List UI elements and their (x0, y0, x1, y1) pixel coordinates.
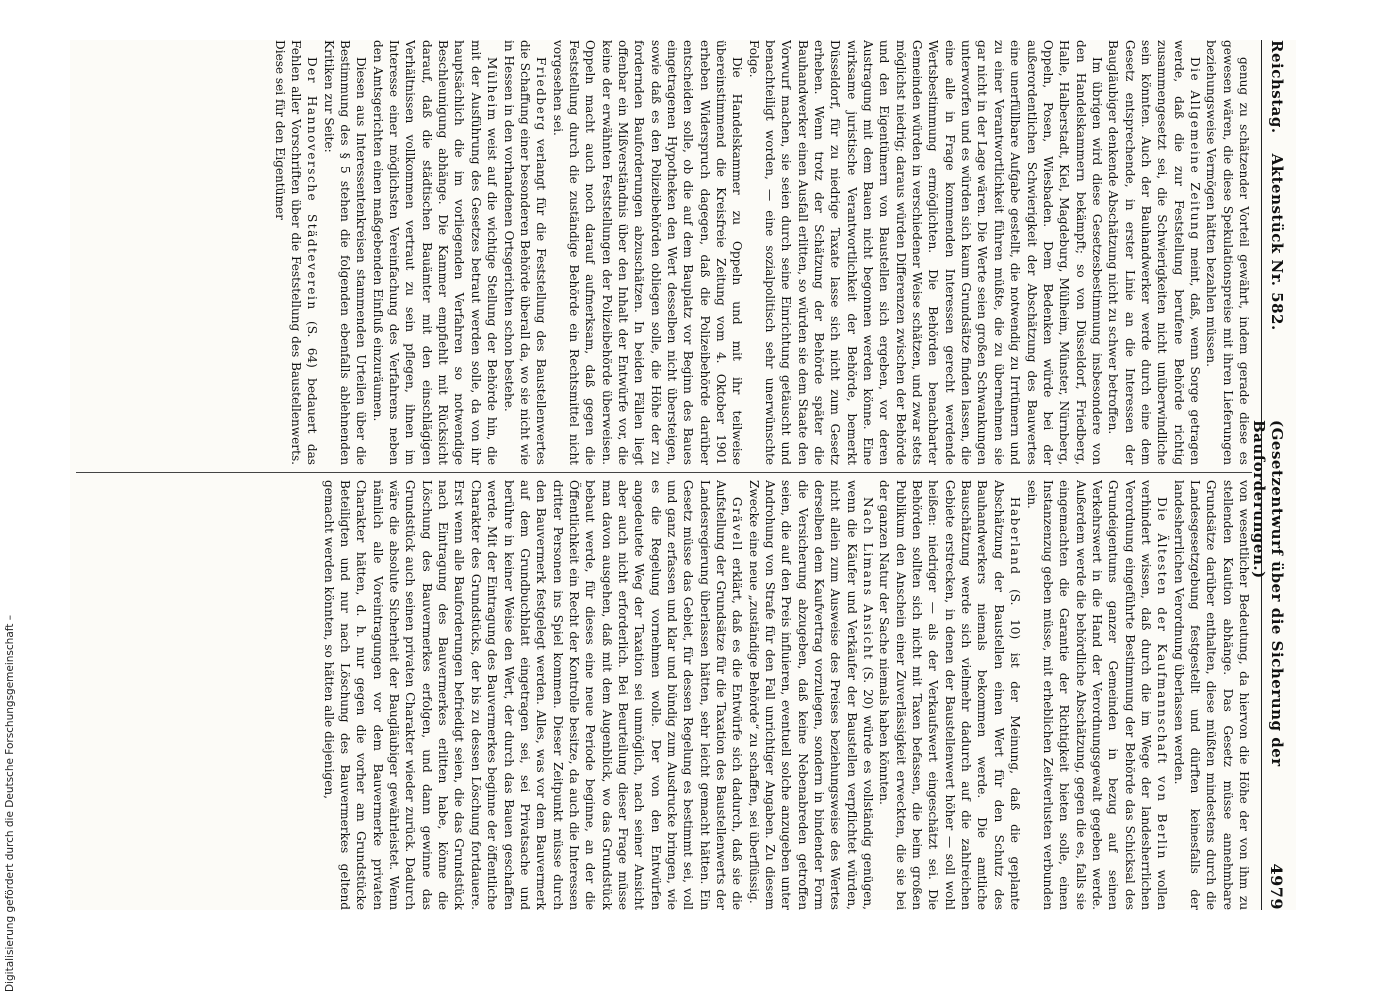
left-column-paragraph (549, 40, 745, 465)
paragraph-text: (S. 10) ist der Meinung, daß die geplante Abschätzung der Baustellen einen Wert für den Schutz des Bauhandwerkers niemals bekommen werde. Die amtliche Bauschätzung werde sich vielmehr dadurch auf die zahlreichen Gebiete erstrecken, in denen der Baustellenwert höher — soll wohl heißen: niedriger — als der Verkaufswert eingeschätzt sei. Die Behörden sollten sich nicht mit Taxen befassen, die beim großen Publikum den Anschein einer Zuverlässigkeit erweckten, die sie bei der ganzen Natur der Sache niemals haben könnten. (877, 480, 1023, 910)
right-column-paragraph (320, 480, 745, 910)
right-column-paragraph (876, 480, 1023, 910)
text-column-right (76, 480, 1252, 910)
paragraph-lead: Die Allgemeine Zeitung (1187, 56, 1202, 241)
credit-text: Digitalisierung gefördert durch die Deutsche Forschungsgemeinschaft – (4, 615, 16, 992)
paragraph-text: Im übrigen wird diese Gesetzesbestimmung insbesondere von den Handelskammern bekämpft; so von Düsseldorf, Friedberg, Halle, Halberstadt, Kiel, Magdeburg, Mülheim, Münster, Nürnberg, Oppeln, Posen, Wiesbaden. Dem Bedenken würde bei der außerordentlichen Schwierigkeit der Abschätzung des Bauwertes eine unerfüllbare Aufgabe gestellt, die notwendig zu Irrtümern und zu einer Verantwortlichkeit führen müßte, die zu übernehmen sie gar nicht in der Lage wären. Die Werte seien großen Schwankungen unterworfen und es würden sich kaum Grundsätze finden lassen, die eine alle in Frage kommenden Interessen gerecht werdende Wertsbestimmung ermöglichten. Die Behörden benachbarter Gemeinden würden in verschiedener Weise schätzen, und zwar stets möglichst niedrig; daraus würden Differenzen zwischen der Behörde und den Eigentümern von Baustellen sich ergeben, vor deren Austragung mit dem Bauen nicht begonnen werden könne. Eine wirksame juristische Verantwortlichkeit der Behörde, bemerkt Düsseldorf, für zu niedrige Taxate lasse sich nicht zum Gesetz erheben. Wenn trotz der Schätzung der Behörde später die Bauhandwerker einen Ausfall erlitten, so würden sie dem Staate den Vorwurf machen, sie seien durch seine Einrichtung getäuscht und benachteiligt worden, — eine sozialpolitisch sehr unerwünschte Folge. (746, 40, 1104, 465)
running-head-section: Reichstag. (1268, 40, 1286, 134)
paragraph-text: genug zu schätzender Vorteil gewährt, indem gerade diese es gewesen wären, die diese Spekulationspreise mit ihren Lieferungen beziehungsweise Vermögen hätten bezahlen müssen. (1204, 40, 1251, 465)
paragraph-lead: Nach Limans Ansicht (861, 496, 876, 661)
paragraph-text: wollen verhindert wissen, daß durch die im Wege der landesherrlichen Verordnung eingeführte Bestimmung der Behörde das Schicksal des Grundeigentums ganzer Gemeinden in bezug auf seinen Verkehrswert in die Hand der Verordnungsgewalt gegeben werde. Außerdem werde die behördliche Abschätzung, gegen die es, falls sie eingemachten die Garantie der Richtigkeit bieten solle, einen Instanzenzug geben müsse, mit erheblichen Zeitverlusten verbunden sein. (1024, 480, 1170, 910)
running-head (1250, 40, 1296, 910)
paragraph-text: verlangt für die Feststellung des Baustellenwertes die Schaffung einer besonderen Behörde überall da, wo sie nicht wie in Hessen in den vorhandenen Ortsgerichten schon bestehe. (501, 40, 549, 465)
text-column-left (76, 40, 1252, 465)
digitization-credit (2, 0, 22, 1000)
paragraph-text: (S. 20) würde es vollständig genügen, wenn die Käufer und Verkäufer der Baustellen verpflichtet würden, nicht allein zum Ausweise des Preises beziehungsweise des Wertes derselben dem Kaufvertrag vorzulegen, sondern in bindender Form die Versicherung abzugeben, daß keine Nebenabreden getroffen seien, die auf den Preis influieren, eventuell solche anzugeben unter Androhung von Strafe für den Fall unrichtiger Angaben. Zu diesem Zwecke eine neue „zuständige Behörde“ zu schaffen, sei überflüssig. (746, 480, 876, 910)
right-column-paragraph (1023, 480, 1170, 910)
running-head-document: Aktenstück Nr. 582. (1268, 153, 1286, 331)
scanned-page (70, 40, 1296, 910)
page-number: 4979 (1267, 863, 1286, 910)
running-head-title: (Gesetzentwurf über die Sicherung der Bauforderungen.) (1250, 420, 1286, 767)
paragraph-lead: Der Hannoversche Städteverein (305, 56, 320, 311)
left-column-paragraph (320, 40, 369, 465)
paragraph-text: (S. 64) bedauert das Fehlen aller Vorschriften über die Feststellung des Baustellenwerts. Diese sei für den Eigentümer (272, 40, 320, 465)
column-divider (76, 472, 1252, 473)
paragraph-lead: Friedberg (534, 56, 549, 132)
left-column-paragraph (1203, 40, 1252, 465)
paragraph-text: erklärt, daß es die Entwürfe sich dadurch, daß sie die Aufstellung der Grundsätze für die Taxation des Baustellenwerts der Landesregierung überlassen hätten, sehr leicht gemacht hätten. Ein Gesetz müsse das Gebiet, für dessen Regelung es bestimmt sei, voll und ganz erfassen und klar und bündig zum Ausdrucke bringen, wie es die Regelung vornehmen wolle. Der von den Entwürfen angedeutete Weg der Taxation sei unmöglich, nach seiner Ansicht aber auch nicht erforderlich. Bei Beurteilung dieser Frage müsse man davon ausgehen, daß mit dem Augenblick, wo das Grundstück bebaut werde, für dieses eine neue Periode beginne, an der die Öffentlichkeit ein Recht der Kontrolle besitze, da auch die Interessen dritter Personen ins Spiel kommen. Dieser Zeitpunkt müsse durch den Bauvermerk festgelegt werden. Alles, was vor dem Bauvermerk auf dem Grundbuchblatt eingetragen sei, sei Privatsache und berühre in keiner Weise den Wert, der durch das Bauen geschaffen werde. Mit der Eintragung des Bauvermerkes beginne der öffentliche Charakter des Grundstücks, der bis zu dessen Löschung fortdauere. Erst wenn alle Bauforderungen befriedigt seien, die das Grundstück nach Eintragung des Bauvermerkes erlitten habe, könne die Löschung des Bauvermerkes erfolgen, und dann gewinne das Grundstück auch seinen privaten Charakter wieder zurück. Dadurch wäre die absolute Sicherheit der Baugläubiger gewährleistet. Wenn nämlich alle Vorеintragungen vor dem Bauvermerke privaten Charakter hätten, d. h. nur gegen die vorher am Grundstücke Beteiligten und nur nach Löschung des Bauvermerkes geltend gemacht werden könnten, so hätten alle diejenigen, (321, 480, 745, 910)
left-column-paragraph (500, 40, 549, 465)
paragraph-lead: Grävell (730, 496, 745, 552)
left-column-paragraph (745, 40, 1105, 465)
right-column-paragraph (1170, 480, 1252, 910)
left-column-paragraph (369, 40, 500, 465)
paragraph-text: Diesen aus Interessentenkreisen stammenden Urteilen über die Bestimmung des § 5 stehen die folgenden ebenfalls ablehnenden Kritiken zur Seite: (321, 40, 369, 465)
paragraph-lead: Die Ältesten der Kaufmannschaft von Berlin (1155, 496, 1170, 860)
paragraph-text: Die Handelskammer zu Oppeln und mit ihr teilweise übereinstimmend die Kreisfreie Zeitung vom 4. Oktober 1901 erheben Widerspruch dagegen, daß die Polizeibehörde darüber entscheiden solle, ob die auf dem Bauplatz vor Beginn des Baues eingetragenen Hypotheken den Wert desselben nicht übersteigen, sowie daß es den Polizeibehörden obliegen solle, die Höhe der zu fordernden Bauforderungen abzuschätzen. In beiden Fällen liegt offenbar ein Mißverständnis über den Inhalt der Entwürfe vor, die keine der erwähnten Feststellungen der Polizeibehörde überweisen. Oppeln macht auch noch darauf aufmerksam, daß gegen die Feststellung durch die zuständige Behörde ein Rechtsmittel nicht vorgesehen sei. (550, 40, 745, 465)
paragraph-text: von wesentlicher Bedeutung, da hiervon die Höhe der von ihm zu stellenden Kaution abhänge. Das Gesetz müsse annehmbare Grundsätze darüber enthalten, diese müßten mindestens durch die Landesgesetzgebung festgestellt und dürften keinesfalls der landesherrlichen Verordnung überlassen werden. (1171, 480, 1251, 910)
paragraph-text: meint, daß, wenn Sorge getragen werde, daß die zur Feststellung berufene Behörde richtig zusammengesetzt sei, die Schwierigkeiten nicht unüberwindliche sein könnten. Auch der Bauhandwerker werde durch eine dem Gesetz entsprechende, in erster Linie an die Interessen der Baugläubiger denkende Abschätzung nicht zu schwer betroffen. (1106, 40, 1202, 465)
paragraph-lead: Mülheim (485, 56, 500, 122)
left-column-paragraph (271, 40, 320, 465)
paragraph-text: weist auf die wichtige Stellung der Behörde hin, die mit der Ausführung des Gesetzes betraut werden solle, da von ihr hauptsächlich die im vorliegenden Verfahren so notwendige Beschleunigung abhänge. Die Kammer empfiehlt mit Rücksicht darauf, daß die städtischen Bauämter mit den einschlägigen Verhältnissen vollkommen vertraut zu sein pflegen, ihnen im Interesse einer möglichsten Vereinfachung des Verfahrens neben den Amtsgerichten einen maßgebenden Einfluß einzuräumen. (370, 40, 500, 465)
right-column-paragraph (745, 480, 876, 910)
paragraph-lead: Haberland (1008, 496, 1023, 576)
left-column-paragraph (1105, 40, 1203, 465)
